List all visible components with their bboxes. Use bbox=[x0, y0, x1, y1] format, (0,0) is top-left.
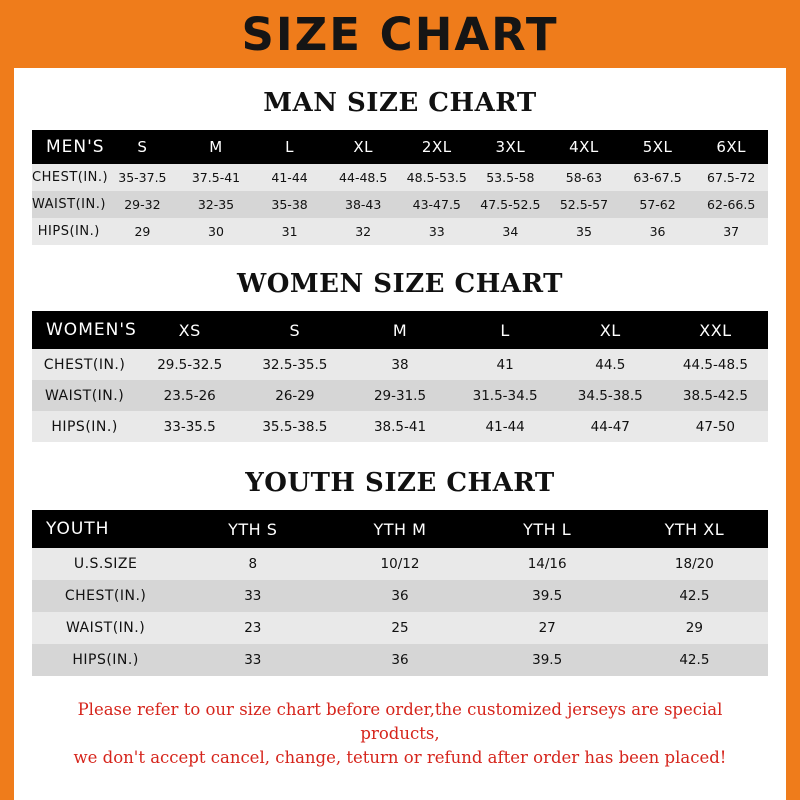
youth-header-cell-4: YTH XL bbox=[664, 519, 725, 539]
youth-row-2-cell-2: 27 bbox=[538, 620, 556, 636]
women-row-1-cell-2: 29-31.5 bbox=[373, 387, 427, 404]
man-size-table bbox=[32, 130, 768, 245]
women-table-header-row bbox=[32, 311, 768, 349]
man-header-cell-8: 5XL bbox=[642, 138, 673, 156]
man-row-2-cell-3: 32 bbox=[355, 224, 372, 239]
man-row-2-cell-0: 29 bbox=[134, 224, 151, 239]
youth-row-0-cell-1: 10/12 bbox=[380, 556, 420, 572]
youth-header-cell-0: YOUTH bbox=[46, 519, 110, 539]
youth-row-2-cell-3: 29 bbox=[685, 620, 703, 636]
youth-row-2-cell-1: 25 bbox=[391, 620, 409, 636]
table-row bbox=[32, 191, 768, 218]
man-row-1-cell-1: 32-35 bbox=[197, 197, 235, 212]
women-row-0-cell-2: 38 bbox=[391, 356, 409, 373]
women-row-2-cell-4: 44-47 bbox=[590, 418, 630, 435]
youth-row-1-label: CHEST(IN.) bbox=[64, 588, 147, 604]
youth-section-title: YOUTH SIZE CHART bbox=[245, 468, 555, 498]
man-row-2-cell-6: 35 bbox=[576, 224, 592, 239]
women-header-cell-1: XS bbox=[178, 320, 201, 340]
man-row-1-cell-5: 47.5-52.5 bbox=[480, 197, 541, 212]
women-header-cell-3: M bbox=[392, 320, 408, 340]
disclaimer-line-2: we don't accept cancel, change, teturn or refund after order has been placed! bbox=[73, 747, 727, 767]
man-row-2-label: HIPS(IN.) bbox=[37, 224, 100, 239]
youth-row-0-cell-3: 18/20 bbox=[674, 556, 714, 572]
youth-row-1-cell-0: 33 bbox=[244, 588, 262, 604]
man-section-title: MAN SIZE CHART bbox=[263, 88, 537, 118]
man-row-2-cell-1: 30 bbox=[208, 224, 224, 239]
man-header-cell-6: 3XL bbox=[495, 138, 526, 156]
table-row bbox=[32, 218, 768, 245]
man-row-2-cell-4: 33 bbox=[428, 224, 445, 239]
man-row-1-cell-2: 35-38 bbox=[271, 197, 308, 212]
man-table-header-row bbox=[32, 130, 768, 164]
women-row-2-cell-0: 33-35.5 bbox=[163, 418, 216, 435]
man-header-cell-3: L bbox=[285, 138, 294, 156]
youth-row-0-cell-0: 8 bbox=[248, 556, 258, 572]
youth-row-1-cell-3: 42.5 bbox=[679, 588, 710, 604]
women-row-0-cell-3: 41 bbox=[496, 356, 514, 373]
women-size-table bbox=[32, 311, 768, 442]
man-row-0-cell-3: 44-48.5 bbox=[339, 170, 388, 185]
youth-size-table bbox=[32, 510, 768, 676]
women-row-1-cell-3: 31.5-34.5 bbox=[472, 387, 538, 404]
disclaimer-line-1: Please refer to our size chart before order,the customized jerseys are special products, bbox=[77, 700, 723, 743]
man-row-1-cell-8: 62-66.5 bbox=[707, 197, 756, 212]
youth-row-2-cell-0: 23 bbox=[244, 620, 262, 636]
man-row-1-cell-4: 43-47.5 bbox=[412, 197, 461, 212]
women-row-0-label: CHEST(IN.) bbox=[43, 356, 126, 373]
women-header-cell-6: XXL bbox=[699, 320, 732, 340]
man-row-0-cell-2: 41-44 bbox=[271, 170, 308, 185]
man-row-2-cell-2: 31 bbox=[281, 224, 298, 239]
man-row-0-cell-6: 58-63 bbox=[565, 170, 603, 185]
youth-row-0-cell-2: 14/16 bbox=[527, 556, 567, 572]
man-row-0-cell-8: 67.5-72 bbox=[707, 170, 756, 185]
women-row-2-cell-5: 47-50 bbox=[695, 418, 736, 435]
women-header-cell-2: S bbox=[289, 320, 301, 340]
women-header-cell-4: L bbox=[500, 320, 510, 340]
women-row-2-cell-3: 41-44 bbox=[485, 418, 525, 435]
women-row-0-cell-1: 32.5-35.5 bbox=[262, 356, 328, 373]
man-header-cell-0: MEN'S bbox=[46, 137, 105, 157]
women-row-1-cell-4: 34.5-38.5 bbox=[577, 387, 643, 404]
women-row-2-cell-1: 35.5-38.5 bbox=[262, 418, 328, 435]
table-row bbox=[32, 644, 768, 676]
man-row-0-cell-4: 48.5-53.5 bbox=[406, 170, 467, 185]
youth-header-cell-1: YTH S bbox=[228, 519, 278, 539]
man-row-1-cell-6: 52.5-57 bbox=[559, 197, 609, 212]
women-section-title: WOMEN SIZE CHART bbox=[237, 269, 563, 299]
table-row bbox=[32, 411, 768, 442]
youth-row-1-cell-2: 39.5 bbox=[532, 588, 563, 604]
man-row-0-cell-7: 63-67.5 bbox=[633, 170, 682, 185]
women-header-cell-0: WOMEN'S bbox=[46, 320, 137, 340]
man-row-2-cell-5: 34 bbox=[502, 224, 519, 239]
man-header-cell-1: S bbox=[137, 138, 148, 156]
man-row-2-cell-8: 37 bbox=[723, 224, 740, 239]
table-row bbox=[32, 380, 768, 411]
table-row bbox=[32, 580, 768, 612]
youth-table-header-row bbox=[32, 510, 768, 548]
women-row-2-cell-2: 38.5-41 bbox=[373, 418, 427, 435]
youth-row-3-cell-1: 36 bbox=[391, 652, 409, 668]
women-row-0-cell-0: 29.5-32.5 bbox=[157, 356, 223, 373]
youth-header-cell-3: YTH L bbox=[523, 519, 572, 539]
table-row bbox=[32, 164, 768, 191]
man-row-1-cell-0: 29-32 bbox=[124, 197, 161, 212]
man-row-1-cell-7: 57-62 bbox=[639, 197, 676, 212]
man-header-cell-2: M bbox=[209, 138, 223, 156]
women-row-2-label: HIPS(IN.) bbox=[51, 418, 118, 435]
man-row-0-cell-5: 53.5-58 bbox=[486, 170, 535, 185]
man-header-cell-7: 4XL bbox=[569, 138, 599, 156]
man-row-1-cell-3: 38-43 bbox=[345, 197, 382, 212]
man-row-2-cell-7: 36 bbox=[649, 224, 666, 239]
women-header-cell-5: XL bbox=[599, 320, 621, 340]
table-row bbox=[32, 548, 768, 580]
women-row-1-cell-5: 38.5-42.5 bbox=[682, 387, 748, 404]
youth-row-0-label: U.S.SIZE bbox=[73, 556, 138, 572]
women-row-1-cell-0: 23.5-26 bbox=[163, 387, 216, 404]
women-row-1-cell-1: 26-29 bbox=[275, 387, 315, 404]
disclaimer-note bbox=[36, 698, 764, 770]
man-header-cell-9: 6XL bbox=[716, 138, 747, 156]
youth-row-3-cell-2: 39.5 bbox=[532, 652, 563, 668]
man-header-cell-4: XL bbox=[353, 138, 373, 156]
man-header-cell-5: 2XL bbox=[421, 138, 452, 156]
page-title: SIZE CHART bbox=[241, 7, 559, 61]
women-row-0-cell-4: 44.5 bbox=[595, 356, 626, 373]
table-row bbox=[32, 612, 768, 644]
women-row-1-label: WAIST(IN.) bbox=[44, 387, 125, 404]
table-row bbox=[32, 349, 768, 380]
man-row-0-label: CHEST(IN.) bbox=[32, 170, 109, 185]
youth-row-1-cell-1: 36 bbox=[391, 588, 409, 604]
youth-row-3-label: HIPS(IN.) bbox=[72, 652, 139, 668]
youth-header-cell-2: YTH M bbox=[373, 519, 427, 539]
page-banner bbox=[14, 0, 786, 68]
chart-content bbox=[14, 88, 786, 770]
women-row-0-cell-5: 44.5-48.5 bbox=[682, 356, 748, 373]
youth-row-3-cell-3: 42.5 bbox=[679, 652, 710, 668]
man-row-1-label: WAIST(IN.) bbox=[32, 197, 106, 212]
youth-row-3-cell-0: 33 bbox=[244, 652, 262, 668]
man-row-0-cell-0: 35-37.5 bbox=[118, 170, 167, 185]
man-row-0-cell-1: 37.5-41 bbox=[191, 170, 241, 185]
youth-row-2-label: WAIST(IN.) bbox=[65, 620, 146, 636]
